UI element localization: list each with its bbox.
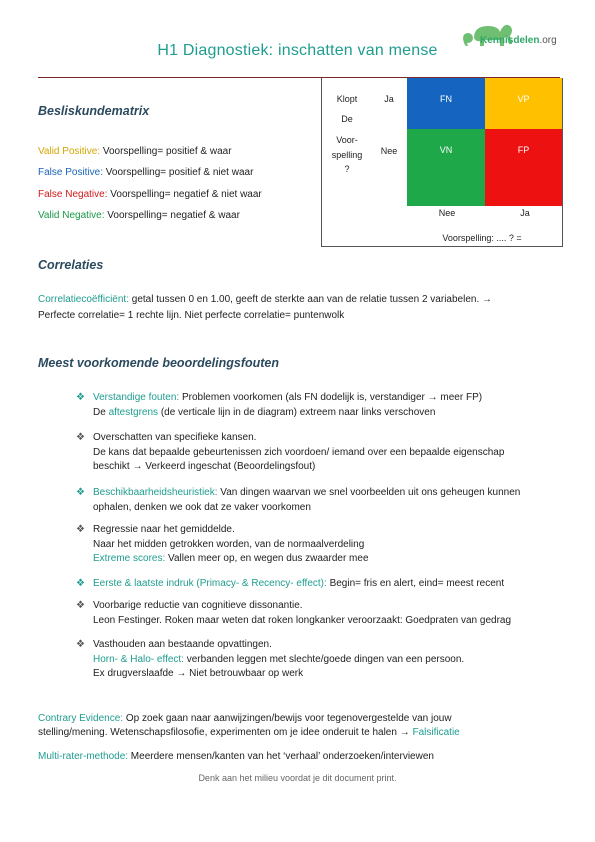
def-valid-positive: Valid Positive: Voorspelling= positief & waar	[38, 146, 232, 157]
error-item-primacy-recency: Eerste & laatste indruk (Primacy- & Recency- effect): Begin= fris en alert, eind= meest recent	[93, 578, 505, 589]
cell-fn: FN	[407, 78, 485, 129]
error-item-overschatten: Overschatten van specifieke kansen. De kans dat bepaalde gebeurtenissen zich voordoen/ iemand over een bepaalde eigenschap beschikt → Verkeerd ingeschat (Beoordelingsfout)	[93, 432, 505, 472]
footer-note: Denk aan het milieu voordat je dit document print.	[198, 773, 397, 783]
decision-matrix	[321, 78, 563, 247]
matrix-row-label-klopt: Klopt	[336, 94, 358, 104]
error-item-opvattingen: Vasthouden aan bestaande opvattingen. Horn- & Halo- effect: verbanden leggen met slechte/goede dingen van een persoon. Ex drugverslaafde → Niet betrouwbaar op werk	[93, 639, 465, 679]
matrix-row-label-spelling: spelling	[331, 150, 363, 160]
multi-rater-methode: Multi-rater-methode: Meerdere mensen/kanten van het ‘verhaal’ onderzoeken/interviewen	[38, 751, 434, 762]
matrix-row-nee: Nee	[380, 146, 398, 156]
kennisdelen-logo	[458, 16, 578, 56]
error-item-beschikbaarheid: Beschikbaarheidsheuristiek: Van dingen waarvan we snel voorbeelden uit ons geheugen kunnen ophalen, denken we ook dat ze vaker voorkomen	[93, 487, 521, 513]
bullet-icon: ❖	[76, 578, 85, 589]
matrix-row-ja: Ja	[384, 94, 394, 104]
def-valid-negative: Valid Negative: Voorspelling= negatief & waar	[38, 210, 240, 221]
error-item-verstandige-fouten: Verstandige fouten: Problemen voorkomen (als FN dodelijk is, verstandiger → meer FP) De aftestgrens (de verticale lijn in de diagram) extreem naar links verschoven	[93, 392, 483, 418]
contrary-evidence: Contrary Evidence: Op zoek gaan naar aanwijzingen/bewijs voor tegenovergestelde van jouw stelling/mening. Wetenschapsfilosofie, experimenten om je idee onderuit te halen → Falsificatie	[38, 713, 460, 738]
bullet-icon: ❖	[76, 432, 85, 443]
elephant-icon	[460, 16, 520, 52]
logo-text: Kennisdelen	[480, 35, 540, 46]
matrix-row-label-voor: Voor-	[336, 135, 358, 145]
def-false-positive: False Positive: Voorspelling= positief & niet waar	[38, 167, 254, 178]
matrix-row-label-de: De	[341, 114, 353, 124]
error-item-regressie: Regressie naar het gemiddelde. Naar het midden getrokken worden, van de normaalverdeling Extreme scores: Vallen meer op, en wegen dus zwaarder mee	[93, 524, 369, 564]
matrix-col-ja: Ja	[520, 208, 530, 218]
correlatie-definition: Correlatiecoëfficiënt: getal tussen 0 en 1.00, geeft de sterkte aan van de relatie tussen 2 variabelen. →	[38, 294, 492, 305]
bullet-icon: ❖	[76, 487, 85, 498]
bullet-icon: ❖	[76, 600, 85, 611]
cell-fp: FP	[485, 129, 562, 206]
matrix-caption: Voorspelling: .... ? =	[442, 233, 522, 243]
cell-vp: VP	[485, 78, 562, 129]
bullet-icon: ❖	[76, 524, 85, 535]
def-false-negative: False Negative: Voorspelling= negatief & niet waar	[38, 189, 262, 200]
error-item-cognitieve-dissonantie: Voorbarige reductie van cognitieve dissonantie. Leon Festinger. Roken maar weten dat roken longkanker veroorzaakt: Goedpraten van gedrag	[93, 600, 512, 626]
bullet-icon: ❖	[76, 639, 85, 650]
correlatie-definition-line2: Perfecte correlatie= 1 rechte lijn. Niet perfecte correlatie= puntenwolk	[38, 310, 345, 321]
matrix-row-label-q: ?	[344, 164, 350, 174]
bullet-icon: ❖	[76, 392, 85, 403]
logo-org: .org	[539, 35, 557, 46]
section-heading-fouten: Meest voorkomende beoordelingsfouten	[38, 356, 280, 370]
section-heading-besliskunde: Besliskundematrix	[38, 104, 150, 118]
section-heading-correlaties: Correlaties	[38, 258, 104, 272]
page-title: H1 Diagnostiek: inschatten van mense	[157, 42, 438, 59]
cell-vn: VN	[407, 129, 485, 206]
matrix-col-nee: Nee	[438, 208, 456, 218]
